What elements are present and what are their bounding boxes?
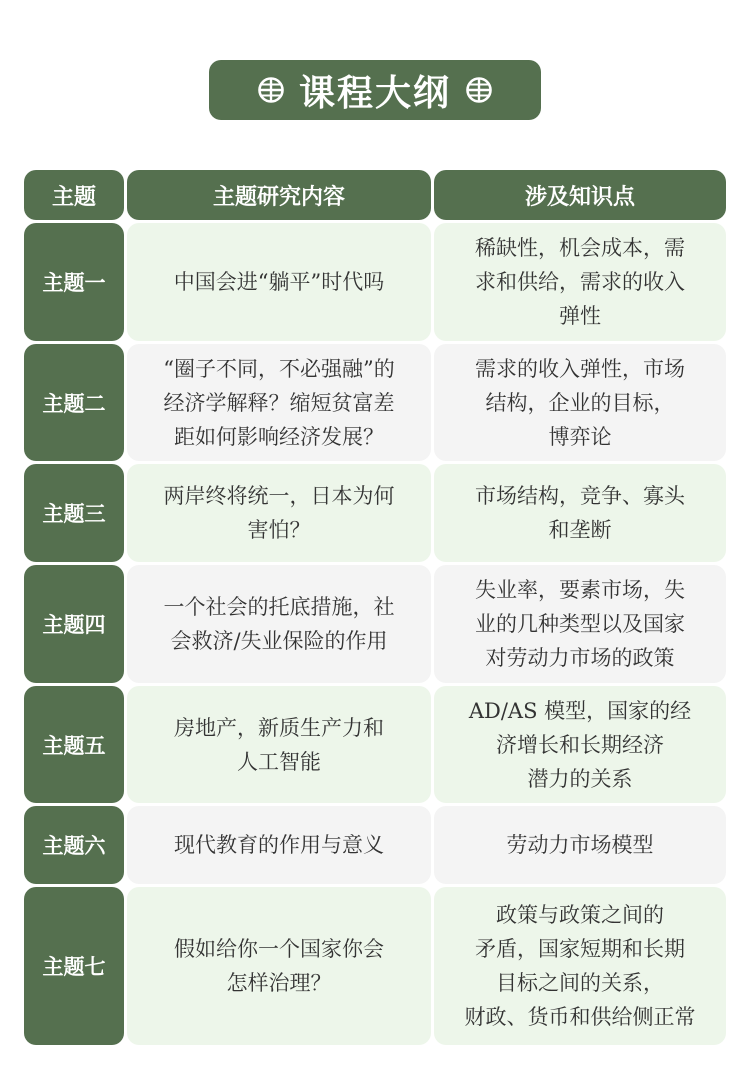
topic-label: 主题五	[24, 686, 124, 803]
title-badge	[209, 60, 541, 120]
topic-content: 一个社会的托底措施，社 会救济/失业保险的作用	[127, 565, 431, 683]
topic-label: 主题一	[24, 223, 124, 341]
globe-icon	[465, 76, 493, 104]
knowledge-points: 市场结构，竞争、寡头 和垄断	[434, 464, 726, 562]
topic-label: 主题四	[24, 565, 124, 683]
knowledge-points: 需求的收入弹性，市场 结构，企业的目标， 博弈论	[434, 344, 726, 461]
header-content: 主题研究内容	[127, 170, 431, 220]
header-points: 涉及知识点	[434, 170, 726, 220]
topic-content: “圈子不同，不必强融”的 经济学解释？缩短贫富差 距如何影响经济发展？	[127, 344, 431, 461]
syllabus-table	[24, 170, 726, 1045]
topic-label: 主题六	[24, 806, 124, 884]
topic-content: 两岸终将统一，日本为何 害怕？	[127, 464, 431, 562]
topic-content: 现代教育的作用与意义	[127, 806, 431, 884]
knowledge-points: 政策与政策之间的 矛盾，国家短期和长期 目标之间的关系， 财政、货币和供给侧正常	[434, 887, 726, 1045]
knowledge-points: 稀缺性，机会成本，需 求和供给，需求的收入 弹性	[434, 223, 726, 341]
topic-content: 中国会进“躺平”时代吗	[127, 223, 431, 341]
topic-label: 主题二	[24, 344, 124, 461]
knowledge-points: AD/AS 模型，国家的经 济增长和长期经济 潜力的关系	[434, 686, 726, 803]
page-title: 课程大纲	[298, 72, 451, 114]
topic-label: 主题三	[24, 464, 124, 562]
knowledge-points: 劳动力市场模型	[434, 806, 726, 884]
topic-label: 主题七	[24, 887, 124, 1045]
topic-content: 房地产，新质生产力和 人工智能	[127, 686, 431, 803]
knowledge-points: 失业率，要素市场，失 业的几种类型以及国家 对劳动力市场的政策	[434, 565, 726, 683]
globe-icon	[257, 76, 285, 104]
topic-content: 假如给你一个国家你会 怎样治理？	[127, 887, 431, 1045]
header-topic: 主题	[24, 170, 124, 220]
